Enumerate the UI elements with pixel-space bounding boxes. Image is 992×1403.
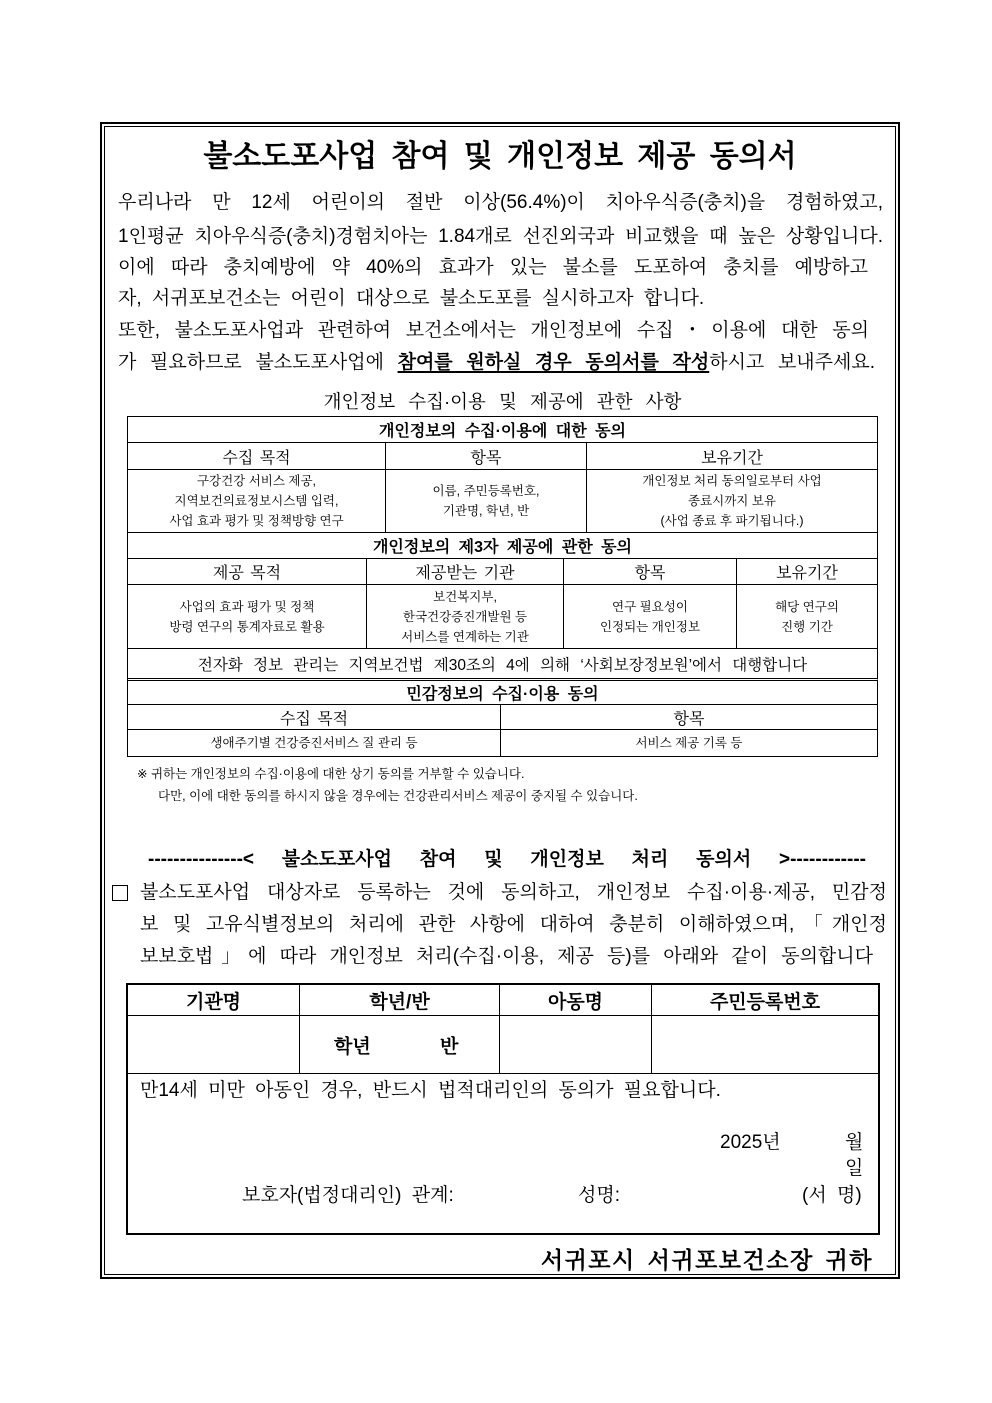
intro-line-6-before: 가 필요하므로 불소도포사업에 (118, 352, 398, 373)
date-year: 2025년 (720, 1132, 781, 1153)
collection-purpose-header: 수집 목적 (128, 443, 386, 470)
guardian-name-field[interactable] (625, 1184, 795, 1208)
document-title: 불소도포사업 참여 및 개인정보 제공 동의서 (203, 140, 797, 173)
third-party-consent-heading: 개인정보의 제3자 제공에 관한 동의 (128, 533, 878, 559)
third-party-recipient-cell (367, 585, 564, 649)
date-day-field[interactable] (788, 1157, 840, 1181)
third-party-retention-line: 해당 연구의 (775, 599, 839, 614)
third-party-retention-line: 진행 기간 (781, 619, 833, 634)
electronic-management-notice: 전자화 정보 관리는 지역보건법 제30조의 4에 의해 ‘사회보장정보원’에서 대행합니다 (128, 649, 878, 681)
consent-line-3: 보보호법」에 따라 개인정보 처리(수집·이용, 제공 등)를 아래와 같이 동의합니다 (140, 946, 873, 967)
consent-line-1: 불소도포사업 대상자로 등록하는 것에 동의하고, 개인정보 수집·이용·제공, 민감정 (140, 882, 887, 903)
child-name-field[interactable] (500, 1016, 652, 1074)
third-party-recipient-line: 보건복지부, (433, 589, 497, 604)
third-party-recipient-line: 한국건강증진개발원 등 (402, 609, 528, 624)
grade-class-field[interactable] (300, 1016, 500, 1074)
resident-number-field[interactable] (652, 1016, 878, 1074)
guardian-signature-area (128, 1074, 878, 1233)
collection-items-cell (386, 470, 587, 533)
collection-items-line: 이름, 주민등록번호, (432, 484, 540, 498)
resident-number-header: 주민등록번호 (652, 985, 878, 1016)
third-party-items-cell (564, 585, 737, 649)
privacy-info-table (127, 416, 878, 757)
third-party-recipient-header: 제공받는 기관 (367, 559, 564, 585)
sensitive-purpose-header: 수집 목적 (128, 705, 501, 730)
third-party-purpose-header: 제공 목적 (128, 559, 367, 585)
collection-retention-header: 보유기간 (587, 443, 878, 470)
third-party-retention-cell (737, 585, 878, 649)
collection-retention-cell (587, 470, 878, 533)
refusal-note: ※ 귀하는 개인정보의 수집·이용에 대한 상기 동의를 거부할 수 있습니다. (137, 767, 525, 781)
institution-field[interactable] (128, 1016, 300, 1074)
third-party-items-line: 인정되는 개인정보 (599, 619, 701, 634)
institution-header: 기관명 (128, 985, 300, 1016)
collection-retention-line: 개인정보 처리 동의일로부터 사업 (642, 474, 822, 488)
collection-retention-line: 종료시까지 보유 (688, 494, 776, 508)
collection-items-header: 항목 (386, 443, 587, 470)
consent-table (126, 983, 880, 1235)
third-party-purpose-cell (128, 585, 367, 649)
addressee-footer: 서귀포시 서귀포보건소장 귀하 (540, 1247, 873, 1273)
collection-retention-line: (사업 종료 후 파기됩니다.) (660, 514, 804, 528)
intro-emphasis: 참여를 원하실 경우 동의서를 작성 (397, 352, 710, 373)
grade-class-header: 학년/반 (300, 985, 500, 1016)
date-month-field[interactable] (788, 1131, 840, 1155)
collection-items-line: 기관명, 학년, 반 (442, 504, 530, 518)
refusal-consequence-note: 다만, 이에 대한 동의를 하시지 않을 경우에는 건강관리서비스 제공이 중지될 수 있습니다. (158, 789, 638, 803)
class-label: 반 (440, 1036, 459, 1057)
third-party-items-header: 항목 (564, 559, 737, 585)
guardian-relation-label: 보호자(법정대리인) 관계: (242, 1185, 454, 1206)
child-name-header: 아동명 (500, 985, 652, 1016)
sensitive-consent-heading: 민감정보의 수집·이용 동의 (128, 681, 878, 705)
signature-label[interactable]: (서 명) (802, 1185, 862, 1206)
sensitive-items-header: 항목 (501, 705, 878, 730)
intro-line-3: 이에 따라 충치예방에 약 40%의 효과가 있는 불소를 도포하여 충치를 예방하고 (118, 257, 868, 278)
grade-label: 학년 (334, 1036, 371, 1057)
collection-consent-heading: 개인정보의 수집·이용에 대한 동의 (128, 417, 878, 443)
date-day-label: 일 (845, 1158, 864, 1179)
privacy-table-caption: 개인정보 수집·이용 및 제공에 관한 사항 (323, 391, 682, 412)
intro-line-2: 1인평균 치아우식증(충치)경험치아는 1.84개로 선진외국과 비교했을 때 높은 상황입니다. (118, 226, 883, 247)
collection-purpose-line: 사업 효과 평가 및 정책방향 연구 (169, 514, 344, 528)
collection-purpose-cell (128, 470, 386, 533)
guardian-name-label: 성명: (578, 1185, 620, 1206)
third-party-recipient-line: 서비스를 연계하는 기관 (401, 629, 529, 644)
sensitive-items-cell: 서비스 제공 기록 등 (501, 730, 878, 757)
third-party-retention-header: 보유기간 (737, 559, 878, 585)
guardian-relation-field[interactable] (472, 1184, 572, 1208)
guardian-consent-notice: 만14세 미만 아동인 경우, 반드시 법적대리인의 동의가 필요합니다. (140, 1080, 721, 1101)
third-party-purpose-line: 사업의 효과 평가 및 정책 (179, 599, 315, 614)
consent-line-2: 보 및 고유식별정보의 처리에 관한 사항에 대하여 충분히 이해하였으며,「개인정 (140, 914, 887, 935)
intro-line-5: 또한, 불소도포사업과 관련하여 보건소에서는 개인정보에 수집・이용에 대한 동의 (118, 320, 869, 341)
collection-purpose-line: 지역보건의료정보시스템 입력, (174, 494, 339, 508)
collection-purpose-line: 구강건강 서비스 제공, (196, 474, 317, 488)
intro-line-6-after: 하시고 보내주세요. (709, 352, 875, 373)
consent-section-heading: ---------------< 불소도포사업 참여 및 개인정보 처리 동의서 >------------ (148, 849, 866, 870)
intro-line-4: 자, 서귀포보건소는 어린이 대상으로 불소도포를 실시하고자 합니다. (118, 288, 705, 309)
intro-line-1: 우리나라 만 12세 어린이의 절반 이상(56.4%)이 치아우식증(충치)을 경험하였고, (118, 192, 883, 213)
sensitive-purpose-cell: 생애주기별 건강증진서비스 질 관리 등 (128, 730, 501, 757)
date-month-label: 월 (845, 1132, 864, 1153)
intro-line-6 (118, 351, 875, 375)
consent-checkbox[interactable] (112, 885, 128, 901)
third-party-purpose-line: 방령 연구의 통계자료로 활용 (169, 619, 325, 634)
third-party-items-line: 연구 필요성이 (612, 599, 688, 614)
